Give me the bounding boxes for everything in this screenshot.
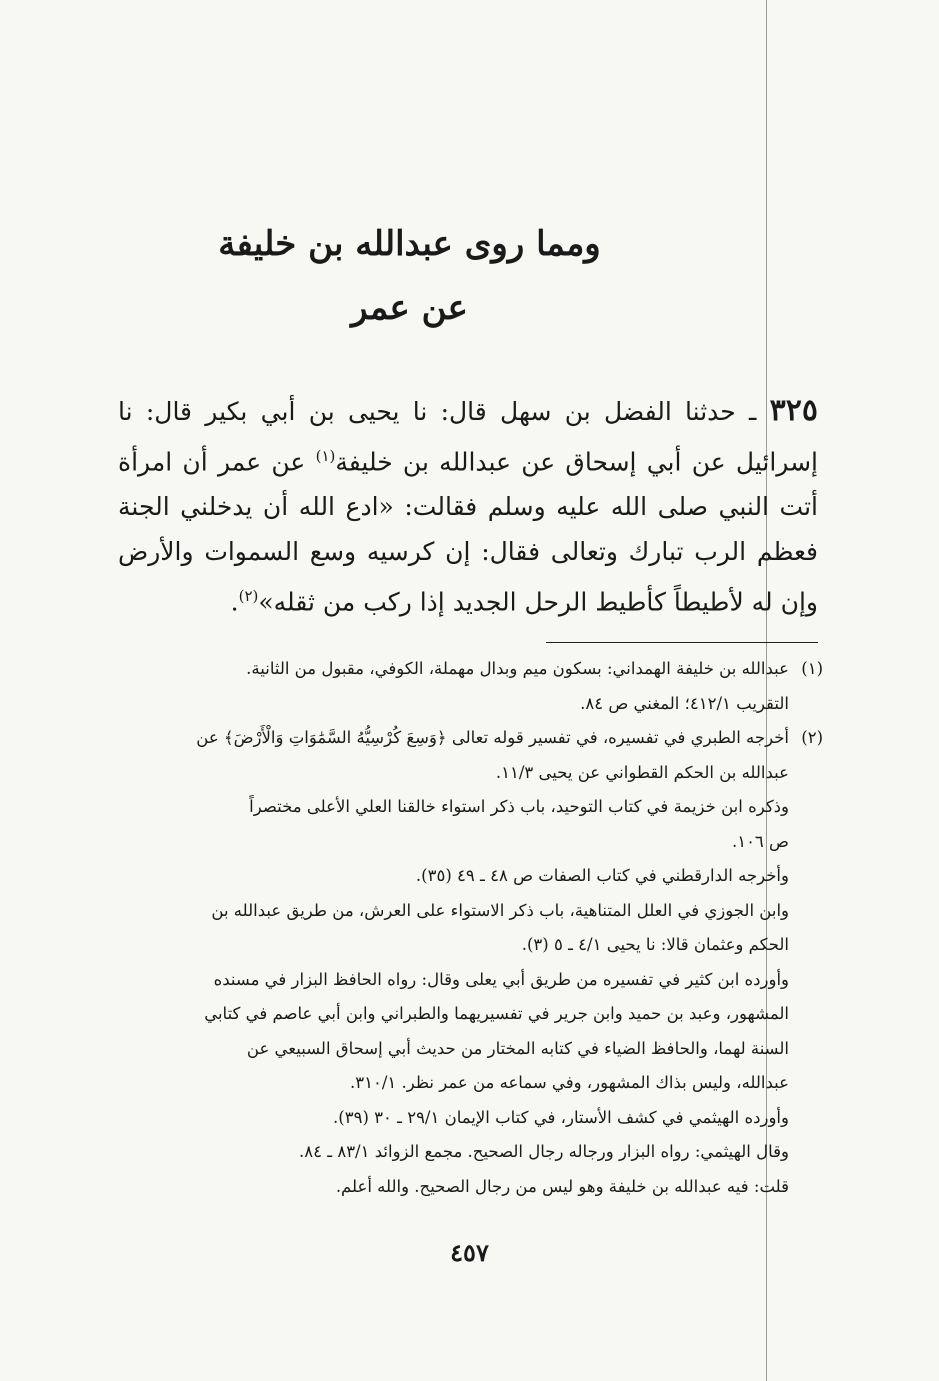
footnote-2-line-9: المشهور، وعبد بن حميد وابن جرير في تفسيريهما والطبراني وابن أبي عاصم في كتابي [204, 1004, 789, 1023]
footnote-1-mark: (١) [801, 659, 823, 678]
hadith-dash: ـ [735, 397, 770, 426]
footnote-ref-2: (٢) [238, 587, 259, 606]
title-line-2: عن عمر [351, 288, 468, 328]
footnote-2-line-7: الحكم وعثمان قالا: نا يحيى ٤/١ ـ ٥ (٣). [521, 935, 789, 954]
footnote-2-line-6: وابن الجوزي في العلل المتناهية، باب ذكر الاستواء على العرش، من طريق عبدالله بن [211, 900, 789, 920]
footnote-2-line-5: وأخرجه الدارقطني في كتاب الصفات ص ٤٨ ـ ٤٩ (٣٥). [415, 866, 789, 885]
footnote-2-line-8: وأورده ابن كثير في تفسيره من طريق أبي يعلى وقال: رواه الحافظ البزار في مسنده [213, 969, 789, 989]
footnote-2-mark: (٢) [801, 728, 823, 747]
hadith-text-part2: عن عمر أن امرأة أتت النبي صلى الله عليه وسلم فقالت: «ادع الله أن يدخلني الجنة فعظم الرب تبارك وتعالى فقال: إن كرسيه وسع السموات والأرض وإن له لأطيطاً كأطيط الرحل الجديد إذا ركب من ثقله» [118, 447, 818, 617]
footnote-2-line-13: وقال الهيثمي: رواه البزار ورجاله رجال الصحيح. مجمع الزوائد ٨٣/١ ـ ٨٤. [299, 1142, 789, 1161]
footnote-separator [546, 642, 818, 643]
footnote-2-line-1: (٢)أخرجه الطبري في تفسيره، في تفسير قوله تعالى ﴿وَسِعَ كُرْسِيُّهُ السَّمَٰوَاتِ وَالْأَرْضَ﴾ عن [118, 721, 823, 756]
section-title [0, 212, 939, 340]
footnote-2-line-10: السنة لهما، والحافظ الضياء في كتابه المختار من حديث أبي إسحاق السبيعي عن [246, 1038, 789, 1058]
page-number: ٤٥٧ [450, 1238, 489, 1267]
footnote-2-line-2: عبدالله بن الحكم القطواني عن يحيى ١١/٣. [495, 762, 789, 782]
hadith-paragraph [118, 388, 818, 625]
hadith-text-part1: حدثنا الفضل بن سهل قال: نا يحيى بن أبي بكير قال: نا إسرائيل عن أبي إسحاق عن عبدالله بن خليفة [118, 397, 818, 477]
footnote-2-line-3: وذكره ابن خزيمة في كتاب التوحيد، باب ذكر استواء خالقنا العلي الأعلى مختصراً [249, 797, 789, 816]
hadith-text-end: . [230, 587, 239, 617]
footnote-ref-1: (١) [315, 447, 336, 465]
footnote-1-line-2: التقريب ٤١٢/١؛ المغني ص ٨٤. [580, 693, 789, 713]
footnote-2-line-12: وأورده الهيثمي في كشف الأستار، في كتاب الإيمان ٢٩/١ ـ ٣٠ (٣٩). [333, 1107, 789, 1127]
footnote-2-line-14: قلت: فيه عبدالله بن خليفة وهو ليس من رجال الصحيح. والله أعلم. [335, 1176, 789, 1196]
hadith-number: ٣٢٥ [769, 393, 818, 428]
footnote-1-line-1: (١)عبدالله بن خليفة الهمداني: بسكون ميم وبدال مهملة، الكوفي، مقبول من الثانية. [118, 652, 823, 687]
footnotes [118, 652, 823, 1204]
footnote-2-line-4: ص ١٠٦. [731, 831, 789, 851]
footnote-2-line-11: عبدالله، وليس بذاك المشهور، وفي سماعه من عمر نظر. ٣١٠/١. [350, 1073, 789, 1092]
title-line-1: ومما روى عبدالله بن خليفة [218, 224, 601, 264]
